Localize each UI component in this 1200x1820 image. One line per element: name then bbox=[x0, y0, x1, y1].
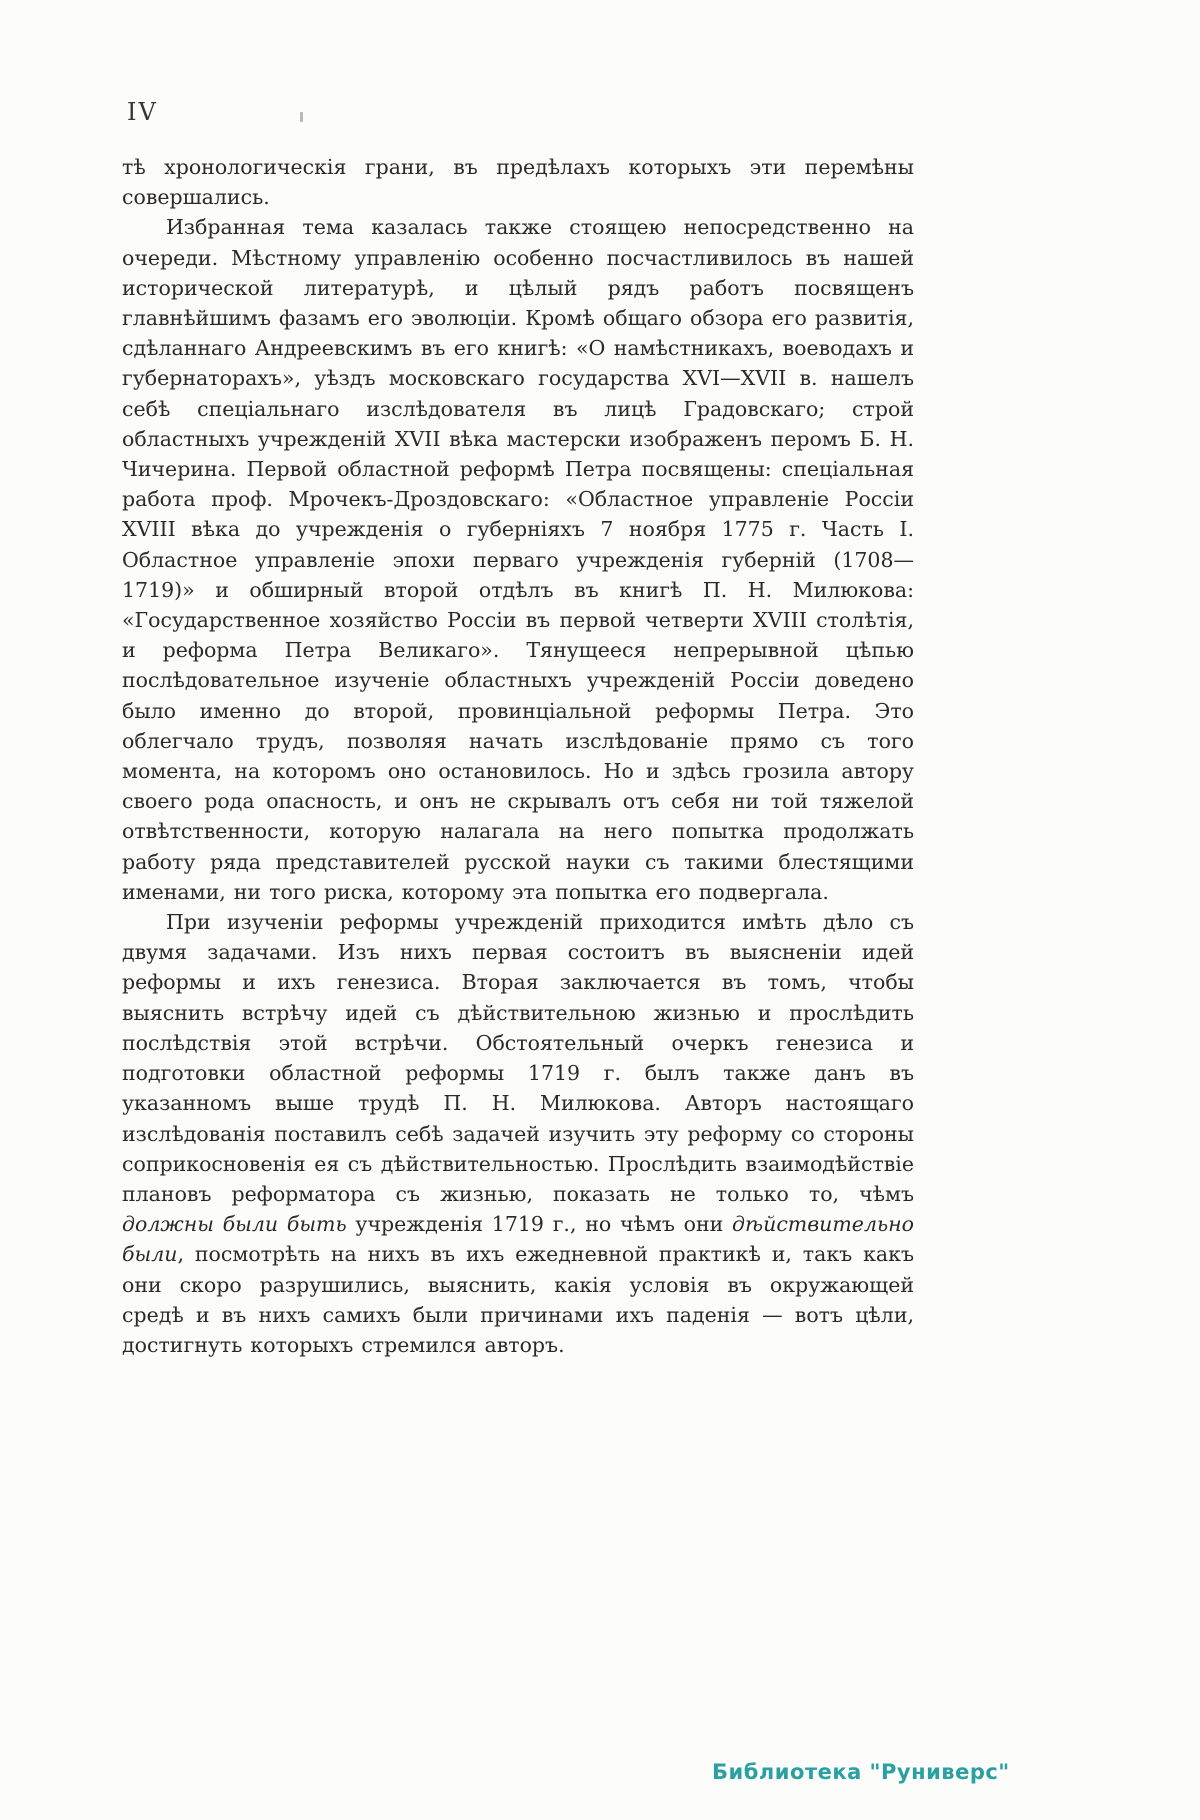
paragraph-text: тѣ хронологическія грани, въ предѣлахъ которыхъ эти перемѣны совершались. bbox=[122, 155, 914, 210]
paragraph-text: При изученіи реформы учрежденій приходится имѣть дѣло съ двумя задачами. Изъ нихъ первая состоитъ въ выясненіи идей реформы и ихъ генезиса. Вторая заключается въ томъ, чтобы выяснить встрѣчу идей съ дѣйствительною жизнью и прослѣдить послѣдствія этой встрѣчи. Обстоятельный очеркъ генезиса и подготовки областной реформы 1719 г. былъ также данъ въ указанномъ выше трудѣ П. Н. Милюкова. Авторъ настоящаго изслѣдованія поставилъ себѣ задачей изучить эту реформу со стороны соприкосновенія ея съ дѣйствительностью. Прослѣдить взаимодѣйствіе плановъ реформатора съ жизнью, показать не только то, чѣмъ bbox=[122, 910, 914, 1206]
paragraph-text-italic: должны были быть bbox=[122, 1212, 347, 1237]
paragraph-text: Избранная тема казалась также стоящею непосредственно на очереди. Мѣстному управленію особенно посчастливилось въ нашей исторической литературѣ, и цѣлый рядъ работъ посвященъ главнѣйшимъ фазамъ его эволюціи. Кромѣ общаго обзора его развитія, сдѣланнаго Андреевскимъ въ его книгѣ: «О намѣстникахъ, воеводахъ и губернаторахъ», уѣздъ московскаго государства XVI—XVII в. нашелъ себѣ спеціальнаго изслѣдователя въ лицѣ Градовскаго; строй областныхъ учрежденій XVII вѣка мастерски изображенъ перомъ Б. Н. Чичерина. Первой областной реформѣ Петра посвящены: спеціальная работа проф. Мрочекъ-Дроздовскаго: «Областное управленіе Россіи XVIII вѣка до учрежденія о губерніяхъ 7 ноября 1775 г. Часть I. Областное управленіе эпохи перваго учрежденія губерній (1708—1719)» и обширный второй отдѣлъ въ книгѣ П. Н. Милюкова: «Государственное хозяйство Россіи въ первой четверти XVIII столѣтія, и реформа Петра Великаго». Тянущееся непрерывной цѣпью послѣдовательное изученіе областныхъ учрежденій Россіи доведено было именно до второй, провинціальной реформы Петра. Это облегчало трудъ, позволяя начать изслѣдованіе прямо съ того момента, на которомъ оно остановилось. Но и здѣсь грозила автору своего рода опасность, и онъ не скрывалъ отъ себя ни той тяжелой отвѣтственности, которую налагала на него попытка продолжать работу ряда представителей русской науки съ такими блестящими именами, ни того риска, которому эта попытка его подвергала. bbox=[122, 215, 914, 904]
paragraph-continuation bbox=[122, 152, 914, 212]
paragraph-text-italic: дѣйствительно были bbox=[122, 1212, 914, 1267]
library-watermark: Библиотека "Руниверс" bbox=[712, 1760, 1010, 1784]
scan-artifact bbox=[300, 112, 303, 122]
paragraph-text: , посмотрѣть на нихъ въ ихъ ежедневной практикѣ и, такъ какъ они скоро разрушились, выяснить, какія условія въ окружающей средѣ и въ нихъ самихъ были причинами ихъ паденія — вотъ цѣли, достигнуть которыхъ стремился авторъ. bbox=[122, 1242, 914, 1357]
page-number: IV bbox=[127, 98, 158, 126]
paragraph-topic bbox=[122, 212, 914, 907]
text-block bbox=[122, 152, 914, 1360]
paragraph-tasks bbox=[122, 907, 914, 1360]
paragraph-text: учрежденія 1719 г., но чѣмъ они bbox=[346, 1212, 733, 1237]
